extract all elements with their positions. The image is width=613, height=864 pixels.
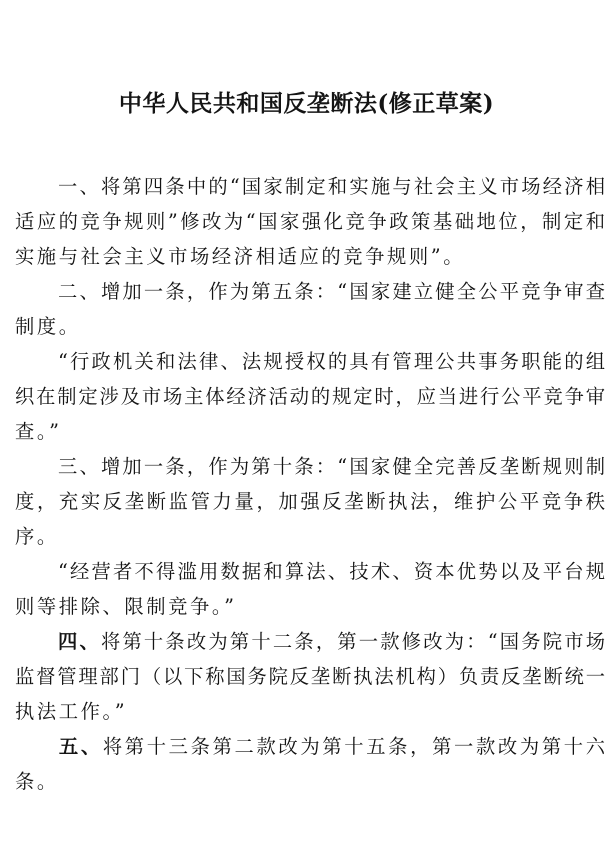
text-line: 条。 bbox=[15, 770, 59, 793]
text-line: 序。 bbox=[15, 525, 59, 548]
text-line: 二、增加一条，作为第五条：“国家建立健全公平竞争审查 bbox=[15, 280, 605, 303]
text-line: 五、将第十三条第二款改为第十五条，第一款改为第十六 bbox=[15, 735, 606, 758]
text-line: 查。” bbox=[15, 420, 62, 443]
text-line: “经营者不得滥用数据和算法、技术、资本优势以及平台规 bbox=[15, 560, 605, 583]
text-line: 一、将第四条中的“国家制定和实施与社会主义市场经济相 bbox=[15, 175, 605, 198]
article-lead: 五、 bbox=[15, 735, 103, 758]
text-line: 四、将第十条改为第十二条，第一款修改为：“国务院市场 bbox=[15, 630, 606, 653]
article-lead: 四、 bbox=[15, 630, 101, 653]
text-line: 则等排除、限制竞争。” bbox=[15, 595, 237, 618]
document-title: 中华人民共和国反垄断法(修正草案) bbox=[118, 90, 495, 117]
text-line: 三、增加一条，作为第十条：“国家健全完善反垄断规则制 bbox=[15, 455, 605, 478]
text-line: 织在制定涉及市场主体经济活动的规定时，应当进行公平竞争审 bbox=[15, 385, 605, 408]
text-line: “行政机关和法律、法规授权的具有管理公共事务职能的组 bbox=[15, 350, 605, 373]
text-line: 执法工作。” bbox=[15, 700, 128, 723]
document-body bbox=[15, 169, 605, 799]
text-line: 制度。 bbox=[15, 315, 81, 338]
text-line: 实施与社会主义市场经济相适应的竞争规则”。 bbox=[15, 245, 466, 268]
text-line: 度，充实反垄断监管力量，加强反垄断执法，维护公平竞争秩 bbox=[15, 490, 605, 513]
text-line: 适应的竞争规则”修改为“国家强化竞争政策基础地位，制定和 bbox=[15, 210, 605, 233]
text-line: 监督管理部门（以下称国务院反垄断执法机构）负责反垄断统一 bbox=[15, 665, 605, 688]
